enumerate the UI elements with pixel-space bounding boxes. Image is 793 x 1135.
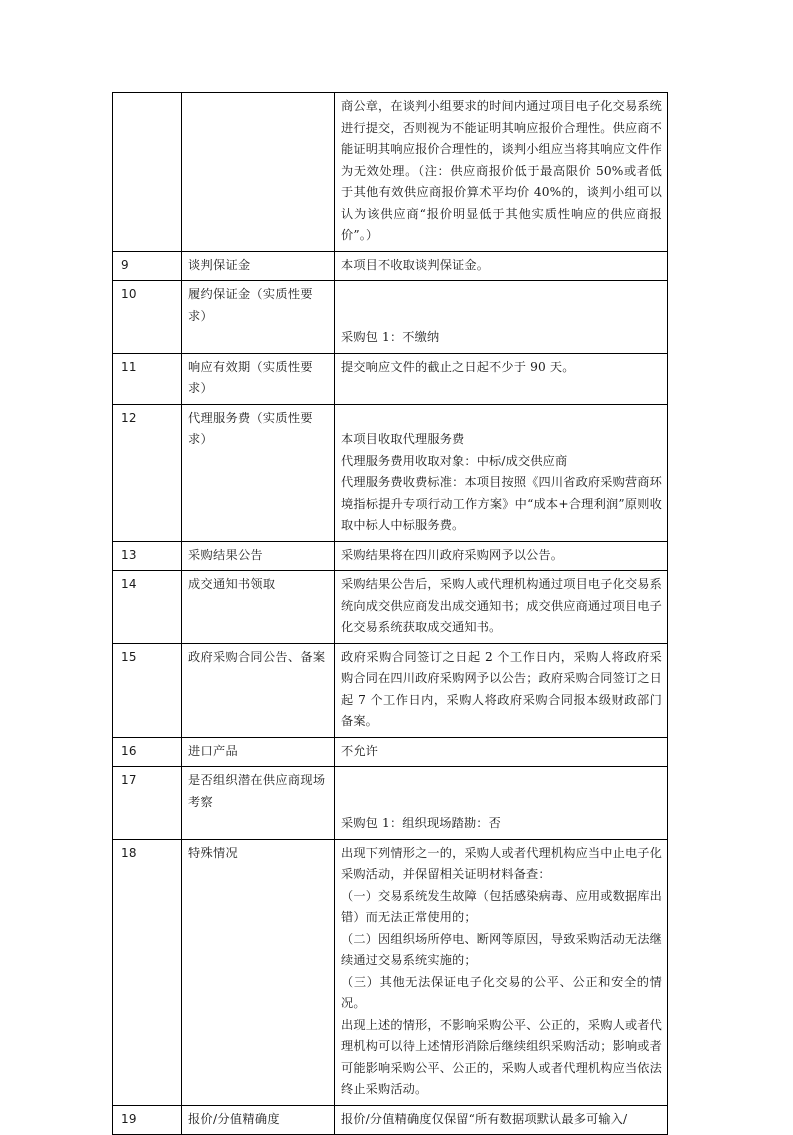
table-row — [113, 93, 668, 252]
row-item-cell: 进口产品 — [182, 737, 335, 767]
table-row — [113, 541, 668, 571]
row-number-cell: 13 — [113, 541, 182, 571]
row-description-cell — [335, 541, 668, 571]
table-row — [113, 404, 668, 541]
description-paragraph: 商公章，在谈判小组要求的时间内通过项目电子化交易系统进行提交，否则视为不能证明其响应报价合理性。供应商不能证明其响应报价合理性的，谈判小组应当将其响应文件作为无效处理。（注：供应商报价低于最高限价 50%或者低于其他有效供应商报价算术平均价 40%的，谈判小组可以认为该供应商“报价明显低于其他实质性响应的供应商报价”。） — [341, 99, 662, 242]
spacer-line — [341, 792, 662, 814]
table-row — [113, 251, 668, 281]
spacer-line — [341, 408, 662, 430]
description-paragraph: （二）因组织场所停电、断网等原因，导致采购活动无法继续通过交易系统实施的； — [341, 931, 662, 967]
table-row — [113, 353, 668, 404]
row-number-cell: 16 — [113, 737, 182, 767]
row-item-cell: 履约保证金（实质性要求） — [182, 281, 335, 354]
description-paragraph: 政府采购合同签订之日起 2 个工作日内，采购人将政府采购合同在四川政府采购网予以公告；政府采购合同签订之日起 7 个工作日内，采购人将政府采购合同报本级财政部门备案。 — [341, 649, 662, 728]
row-description-cell — [335, 737, 668, 767]
row-description-cell — [335, 643, 668, 737]
row-item-cell: 成交通知书领取 — [182, 571, 335, 644]
row-item-cell — [182, 93, 335, 252]
row-description-cell — [335, 251, 668, 281]
description-paragraph: 不允许 — [341, 743, 379, 758]
row-number-cell — [113, 93, 182, 252]
description-paragraph: 采购包 1：不缴纳 — [341, 330, 440, 344]
row-description-cell — [335, 1105, 668, 1135]
row-item-cell: 特殊情况 — [182, 839, 335, 1105]
row-item-cell: 报价/分值精确度 — [182, 1105, 335, 1135]
table-row — [113, 643, 668, 737]
description-paragraph: 出现上述的情形，不影响采购公平、公正的，采购人或者代理机构可以待上述情形消除后继续组织采购活动；影响或者可能影响采购公平、公正的，采购人或者代理机构应当依法终止采购活动。 — [341, 1017, 662, 1096]
row-item-cell: 响应有效期（实质性要求） — [182, 353, 335, 404]
row-description-cell — [335, 839, 668, 1105]
row-number-cell: 12 — [113, 404, 182, 541]
row-number-cell: 18 — [113, 839, 182, 1105]
description-paragraph: 提交响应文件的截止之日起不少于 90 天。 — [341, 359, 575, 374]
description-paragraph: 代理服务费用收取对象：中标/成交供应商 — [341, 453, 568, 468]
row-description-cell — [335, 281, 668, 354]
row-description-cell — [335, 571, 668, 644]
row-number-cell: 14 — [113, 571, 182, 644]
table-row — [113, 737, 668, 767]
description-paragraph: 采购结果将在四川政府采购网予以公告。 — [341, 547, 564, 562]
row-description-cell — [335, 93, 668, 252]
row-number-cell: 9 — [113, 251, 182, 281]
row-number-cell: 15 — [113, 643, 182, 737]
procurement-requirements-table — [112, 92, 668, 1135]
row-description-cell — [335, 404, 668, 541]
row-item-cell: 谈判保证金 — [182, 251, 335, 281]
table-body — [113, 93, 668, 1135]
row-number-cell: 11 — [113, 353, 182, 404]
row-item-cell: 政府采购合同公告、备案 — [182, 643, 335, 737]
table-row — [113, 281, 668, 354]
row-item-cell: 代理服务费（实质性要求） — [182, 404, 335, 541]
description-paragraph: 采购包 1：组织现场踏勘：否 — [341, 816, 501, 830]
row-number-cell: 10 — [113, 281, 182, 354]
description-paragraph: （一）交易系统发生故障（包括感染病毒、应用或数据库出错）而无法正常使用的； — [341, 888, 662, 924]
row-item-cell: 采购结果公告 — [182, 541, 335, 571]
row-number-cell: 17 — [113, 767, 182, 840]
description-paragraph: 本项目收取代理服务费 — [341, 432, 465, 446]
row-item-cell: 是否组织潜在供应商现场考察 — [182, 767, 335, 840]
row-description-cell — [335, 353, 668, 404]
description-paragraph: 报价/分值精确度仅保留“所有数据项默认最多可输入/ — [341, 1111, 628, 1126]
row-number-cell: 19 — [113, 1105, 182, 1135]
description-paragraph: 代理服务费收费标准：本项目按照《四川省政府采购营商环境指标提升专项行动工作方案》中“成本+合理利润”原则收取中标人中标服务费。 — [341, 475, 662, 532]
spacer-line — [341, 284, 662, 306]
description-paragraph: 采购结果公告后，采购人或代理机构通过项目电子化交易系统向成交供应商发出成交通知书；成交供应商通过项目电子化交易系统获取成交通知书。 — [341, 577, 662, 634]
description-paragraph: 本项目不收取谈判保证金。 — [341, 257, 490, 272]
table-row — [113, 571, 668, 644]
description-paragraph: 出现下列情形之一的，采购人或者代理机构应当中止电子化采购活动，并保留相关证明材料备查： — [341, 845, 662, 881]
spacer-line — [341, 306, 662, 328]
spacer-line — [341, 770, 662, 792]
table-row — [113, 839, 668, 1105]
description-paragraph: （三）其他无法保证电子化交易的公平、公正和安全的情况。 — [341, 974, 662, 1010]
table-row — [113, 1105, 668, 1135]
row-description-cell — [335, 767, 668, 840]
table-row — [113, 767, 668, 840]
